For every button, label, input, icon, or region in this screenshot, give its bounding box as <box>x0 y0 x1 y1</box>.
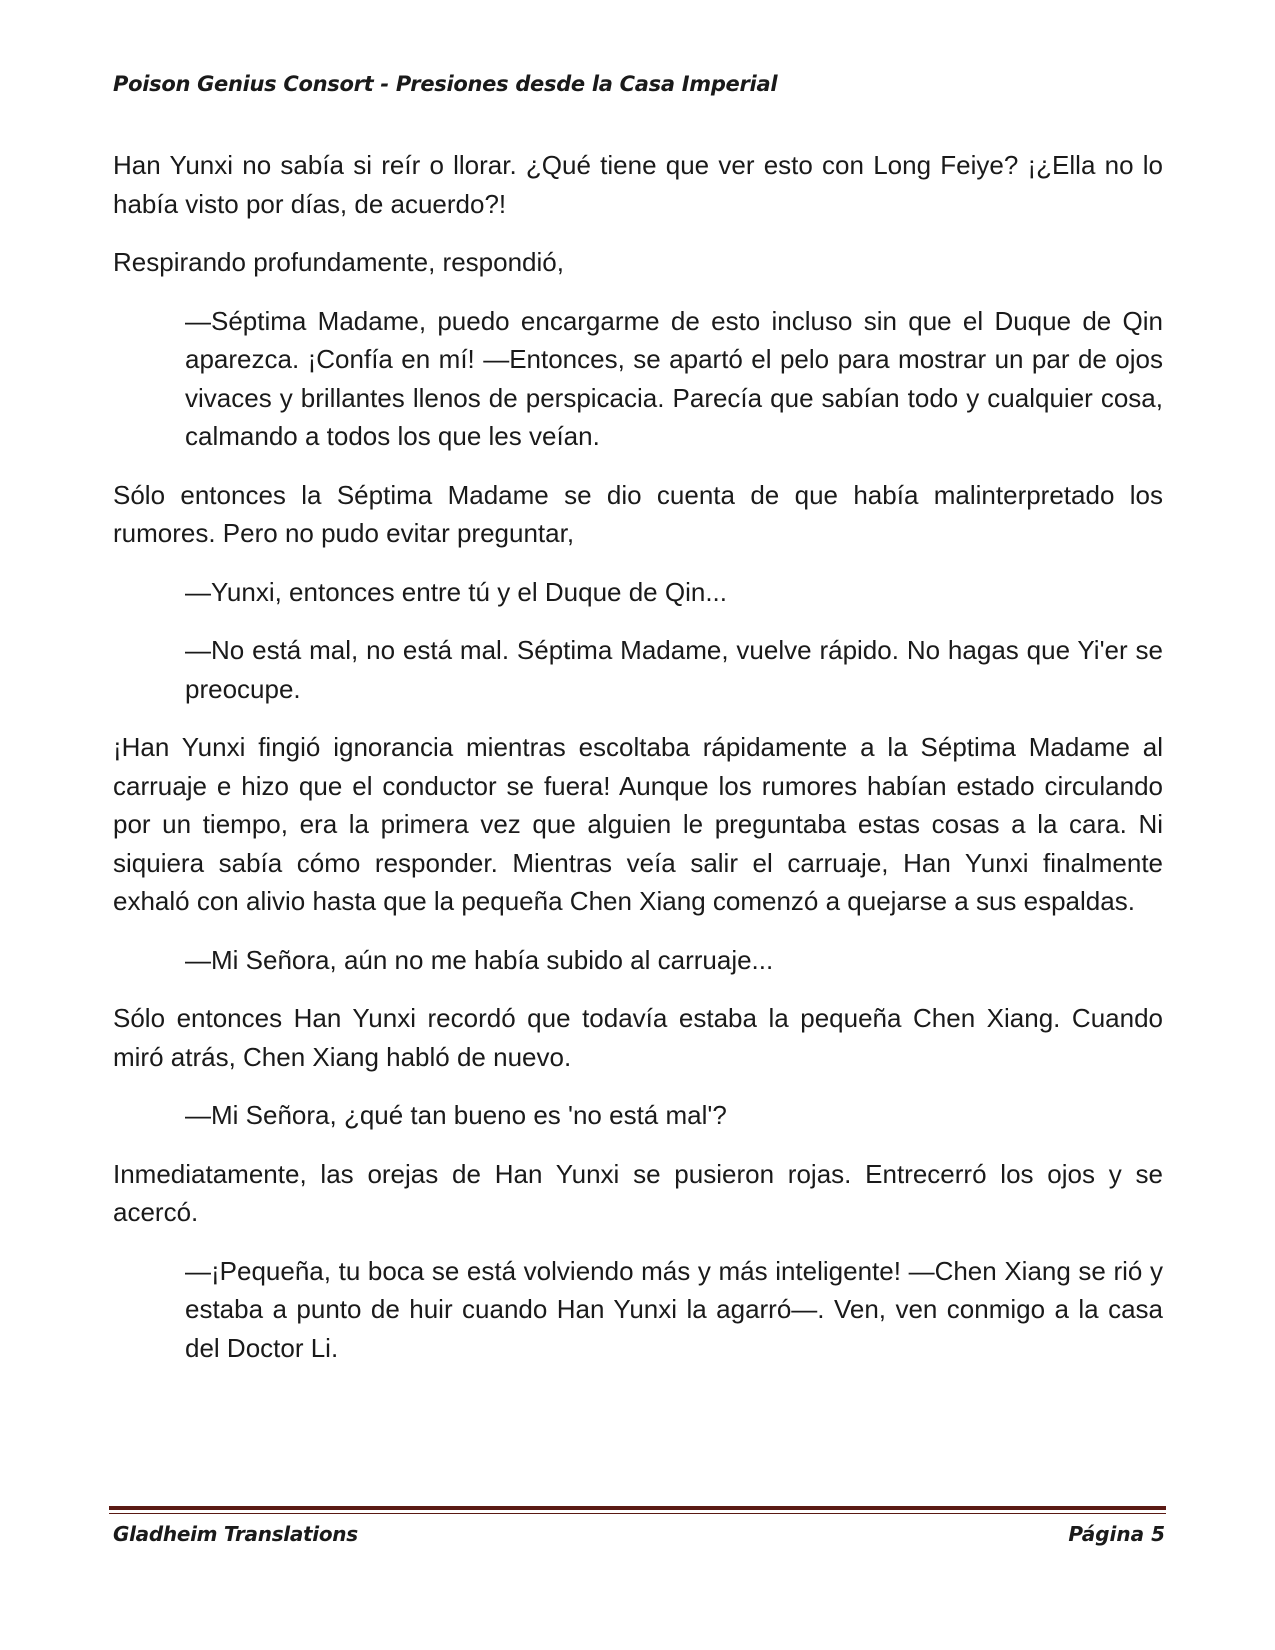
paragraph-5: —Yunxi, entonces entre tú y el Duque de Qin... <box>185 576 727 607</box>
paragraph-2: Respirando profundamente, respondió, <box>113 247 564 277</box>
paragraph-11: Inmediatamente, las orejas de Han Yunxi se pusieron rojas. Entrecerró los ojos y se acercó. <box>113 1158 1163 1227</box>
footer-translator-name: Gladheim Translations <box>113 1522 358 1546</box>
footer-rule-thick <box>109 1506 1166 1510</box>
body-text <box>113 146 1163 1387</box>
paragraph-7: ¡Han Yunxi fingió ignorancia mientras escoltaba rápidamente a la Séptima Madame al carruaje e hizo que el conductor se fuera! Aunque los rumores habían estado circulando por un tiempo, era la primera vez que alguien le preguntaba estas cosas a la cara. Ni siquiera sabía cómo responder. Mientras veía salir el carruaje, Han Yunxi finalmente exhaló con alivio hasta que la pequeña Chen Xiang comenzó a quejarse a sus espaldas. <box>113 732 1163 916</box>
paragraph-6: —No está mal, no está mal. Séptima Madame, vuelve rápido. No hagas que Yi'er se preocupe. <box>185 635 1163 704</box>
paragraph-10: —Mi Señora, ¿qué tan bueno es 'no está mal'? <box>185 1100 727 1130</box>
footer-rule-thin <box>109 1513 1166 1514</box>
footer-page-number: Página 5 <box>1068 1522 1165 1546</box>
paragraph-1: Han Yunxi no sabía si reír o llorar. ¿Qué tiene que ver esto con Long Feiye? ¡¿Ella no lo había visto por días, de acuerdo?! <box>113 150 1163 219</box>
paragraph-8: —Mi Señora, aún no me había subido al carruaje... <box>185 944 774 975</box>
paragraph-4: Sólo entonces la Séptima Madame se dio cuenta de que había malinterpretado los rumores. Pero no pudo evitar preguntar, <box>113 479 1163 548</box>
paragraph-9: Sólo entonces Han Yunxi recordó que todavía estaba la pequeña Chen Xiang. Cuando miró atrás, Chen Xiang habló de nuevo. <box>113 1003 1163 1072</box>
running-header-title: Poison Genius Consort - Presiones desde la Casa Imperial <box>113 72 778 96</box>
paragraph-3: —Séptima Madame, puedo encargarme de esto incluso sin que el Duque de Qin aparezca. ¡Confía en mí! —Entonces, se apartó el pelo para mostrar un par de ojos vivaces y brillantes llenos de perspicacia. Parecía que sabían todo y cualquier cosa, calmando a todos los que les veían. <box>185 305 1163 451</box>
paragraph-12: —¡Pequeña, tu boca se está volviendo más y más inteligente! —Chen Xiang se rió y estaba a punto de huir cuando Han Yunxi la agarró—. Ven, ven conmigo a la casa del Doctor Li. <box>185 1255 1163 1363</box>
